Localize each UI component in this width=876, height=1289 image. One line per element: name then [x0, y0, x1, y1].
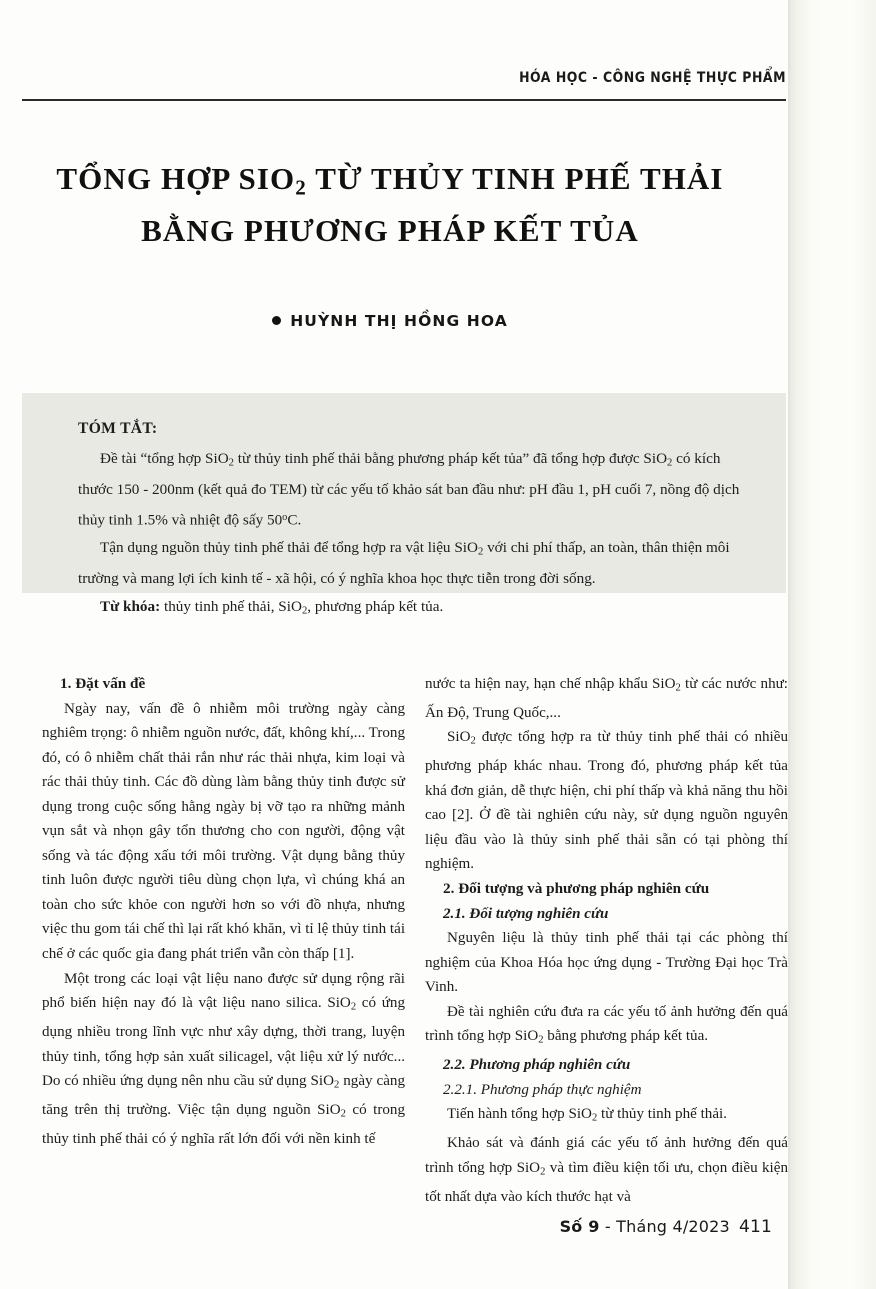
- right-p1-part-a: SiO: [447, 729, 471, 746]
- abstract-p1-sub-1: 2: [228, 456, 234, 468]
- title-line-1: [56, 161, 724, 200]
- abstract-p1-part-b: từ thủy tinh phế thải bằng phương pháp kết tủa” đã tổng hợp được SiO: [233, 449, 668, 467]
- keywords-part-b: , phương pháp kết tủa.: [307, 597, 444, 615]
- page-edge-line: [788, 0, 790, 1289]
- right-paragraph-5: [425, 1131, 788, 1209]
- heading-section-2-2: 2.2. Phương pháp nghiên cứu: [443, 1057, 631, 1074]
- left-p2-sub-1: 2: [350, 1001, 357, 1013]
- footer-date: - Tháng 4/2023: [599, 1217, 730, 1236]
- right-paragraph-2: Nguyên liệu là thủy tinh phế thải tại các phòng thí nghiệm của Khoa Hóa học ứng dụng - Trường Đại học Trà Vinh.: [425, 930, 788, 996]
- keywords-part-a: thủy tinh phế thải, SiO: [160, 597, 302, 615]
- abstract-p1-part-c: có kích thước 150 - 200nm (kết quả đo TEM) từ các yếu tố khảo sát ban đầu như: pH đầu 1, pH cuối 7, nồng độ dịch thủy tinh 1.5% và nhiệt độ sấy 50: [78, 449, 740, 529]
- page-number: 411: [738, 1217, 772, 1237]
- abstract-paragraph-2: [78, 534, 750, 593]
- left-p2-part-a: Một trong các loại vật liệu nano được sử dụng rộng rãi phổ biến hiện nay đó là vật liệu nano silica. SiO: [42, 970, 405, 1012]
- abstract-p2-part-a: Tận dụng nguồn thủy tinh phế thải để tổng hợp ra vật liệu SiO: [100, 538, 478, 556]
- heading-section-2-1: 2.1. Đối tượng nghiên cứu: [443, 905, 609, 922]
- heading-section-2: 2. Đối tượng và phương pháp nghiên cứu: [443, 880, 710, 897]
- right-p4-sub: 2: [591, 1112, 598, 1124]
- column-left: [42, 672, 405, 1151]
- abstract-p1-part-a: Đề tài “tổng hợp SiO: [100, 449, 229, 467]
- right-paragraph-3: [425, 1000, 788, 1053]
- title-line-1-subscript: 2: [295, 175, 307, 200]
- abstract-paragraph-1: [78, 445, 750, 534]
- right-p4-part-b: từ thủy tinh phế thải.: [597, 1106, 728, 1123]
- abstract-p1-superscript: o: [282, 511, 288, 523]
- abstract-keywords: [78, 593, 750, 625]
- page-gutter-shadow: [790, 0, 876, 1289]
- page-title: [22, 157, 758, 253]
- page-content: [22, 0, 786, 1289]
- right-p5-part-b: và tìm điều kiện tối ưu, chọn điều kiện tốt nhất dựa vào kích thước hạt và: [425, 1159, 788, 1205]
- left-p2-part-c: ngày càng tăng trên thị trường. Việc tận dụng nguồn SiO: [42, 1073, 405, 1118]
- right-cont-part-b: từ các nước như: Ấn Độ, Trung Quốc,...: [425, 676, 788, 721]
- keywords-label: Từ khóa:: [100, 597, 161, 615]
- right-p1-sub: 2: [470, 735, 476, 747]
- author-name: HUỲNH THỊ HỒNG HOA: [290, 312, 508, 330]
- right-paragraph-1: [425, 725, 788, 877]
- left-p2-part-d: có trong thủy tinh phế thải có ý nghĩa rất lớn đối với nền kinh tế: [42, 1101, 405, 1147]
- right-p5-part-a: Khảo sát và đánh giá các yếu tố ảnh hưởng đến quá trình tổng hợp SiO: [425, 1135, 788, 1176]
- right-continued-paragraph: [425, 672, 788, 725]
- author-byline: [22, 312, 758, 330]
- title-line-1-post: TỪ THỦY TINH PHẾ THẢI: [306, 161, 724, 196]
- abstract-p2-sub: 2: [477, 545, 484, 557]
- right-p3-part-a: Đề tài nghiên cứu đưa ra các yếu tố ảnh hưởng đến quá trình tổng hợp SiO: [425, 1003, 788, 1045]
- header-rule: [22, 99, 786, 101]
- right-cont-sub: 2: [675, 682, 681, 694]
- abstract-p2-part-b: với chi phí thấp, an toàn, thân thiện môi trường và mang lợi ích kinh tế - xã hội, có ý nghĩa khoa học thực tiễn trong đời sống.: [78, 538, 730, 588]
- left-paragraph-2: [42, 967, 405, 1152]
- right-paragraph-4: [425, 1102, 788, 1131]
- right-cont-part-a: nước ta hiện nay, hạn chế nhập khẩu SiO: [425, 676, 676, 692]
- right-p1-part-b: được tổng hợp ra từ thủy tinh phế thải có nhiều phương pháp khác nhau. Trong đó, phương pháp kết tủa khá đơn giản, dễ thực hiện, chi phí thấp và khả năng thu hồi cao [2]. Ở đề tài nghiên cứu này, sử dụng nguồn nguyên liệu đầu vào là thủy sinh phế thải sẵn có tại phòng thí nghiệm.: [425, 729, 788, 873]
- left-p2-sub-3: 2: [340, 1108, 346, 1120]
- right-p4-part-a: Tiến hành tổng hợp SiO: [447, 1106, 592, 1123]
- page-footer: [22, 1217, 772, 1237]
- abstract-p1-part-d: C.: [287, 511, 302, 529]
- abstract-label: TÓM TẮT:: [78, 420, 158, 437]
- abstract-panel: [22, 393, 786, 617]
- abstract-body: [22, 393, 786, 625]
- left-paragraph-1: Ngày nay, vấn đề ô nhiễm môi trường ngày càng nghiêm trọng: ô nhiễm nguồn nước, đất, không khí,... Trong đó, có ô nhiễm chất thải rắn như rác thải nhựa, kim loại và rác thải thủy tinh. Các đồ dùng làm bằng thủy tinh được sử dụng trong cuộc sống hằng ngày bị vỡ tạo ra những mảnh vụn sắt và nhọn gây tổn thương cho con người, động vật sống và tác động xấu tới môi trường. Vật dụng bằng thủy tinh luôn được người tiêu dùng chọn lựa, vì chúng khá an toàn cho sức khỏe con người hơn so với đồ nhựa, nhưng việc thu gom tái chế thì lại rất khó khăn, vì tỉ lệ thủy tinh tái chế ở các quốc gia đang phát triển vẫn còn thấp [1].: [42, 700, 406, 963]
- title-line-2: BẰNG PHƯƠNG PHÁP KẾT TỦA: [141, 213, 639, 249]
- right-p3-part-b: bằng phương pháp kết tủa.: [543, 1028, 709, 1045]
- left-p2-part-b: có ứng dụng nhiều trong lĩnh vực như xây dựng, thời trang, luyện thủy tinh, tổng hợp sản xuất silicagel, vật liệu xử lý nước... Do có nhiều ứng dụng nên nhu cầu sử dụng SiO: [42, 995, 405, 1090]
- body-columns: [22, 672, 788, 1205]
- footer-issue: Số 9: [559, 1217, 600, 1236]
- right-p3-sub: 2: [538, 1034, 544, 1046]
- bullet-icon: [272, 316, 281, 325]
- running-head: HÓA HỌC - CÔNG NGHỆ THỰC PHẨM: [519, 70, 786, 86]
- right-p5-sub: 2: [540, 1165, 546, 1177]
- heading-section-2-2-1: 2.2.1. Phương pháp thực nghiệm: [443, 1081, 642, 1098]
- title-line-1-pre: TỔNG HỢP SIO: [56, 161, 296, 196]
- heading-section-1: 1. Đặt vấn đề: [60, 675, 146, 692]
- abstract-p1-sub-2: 2: [667, 456, 673, 468]
- keywords-sub: 2: [301, 605, 308, 617]
- left-p2-sub-2: 2: [334, 1079, 340, 1091]
- column-right: [425, 672, 788, 1209]
